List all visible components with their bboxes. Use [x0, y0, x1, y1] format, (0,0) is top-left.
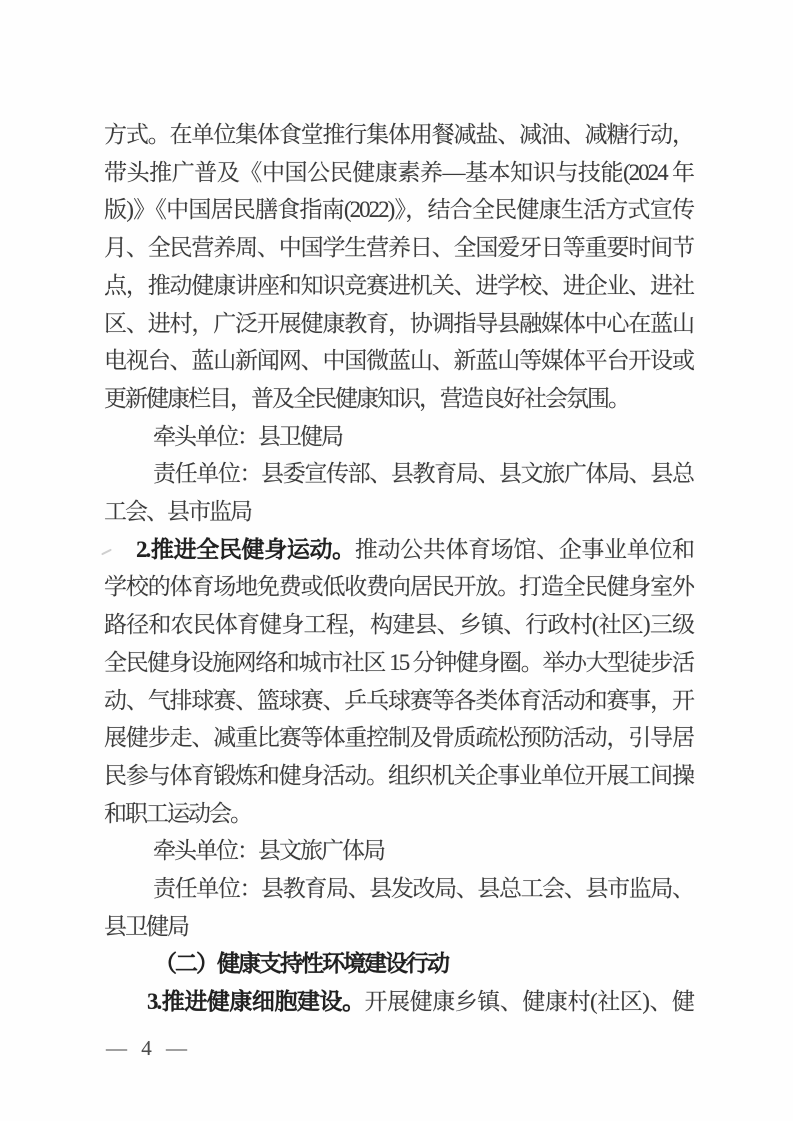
text-run: 更新健康栏目，普及全民健康知识，营造良好社会氛围。: [104, 385, 629, 411]
text-run: 版)》《中国居民膳食指南(2022)》，结合全民健康生活方式宣传: [104, 197, 693, 223]
text-run: 民参与体育锻炼和健身活动。组织机关企事业单位开展工间操: [104, 762, 693, 788]
text-run: 方式。在单位集体食堂推行集体用餐减盐、减油、减糖行动，: [104, 122, 693, 147]
text-run: 路径和农民体育健身工程，构建县、乡镇、行政村(社区)三级: [104, 612, 693, 638]
text-line: [104, 418, 693, 456]
bold-heading-run: （二）健康支持性环境建设行动: [154, 951, 448, 977]
text-line: [104, 945, 693, 983]
text-run: 县卫健局: [104, 913, 188, 939]
text-line: [104, 191, 693, 229]
bold-heading-run: 3.推进健康细胞建设。: [147, 989, 365, 1015]
page-number: — 4 —: [106, 1036, 188, 1060]
text-line: [104, 870, 693, 908]
text-line: [104, 908, 693, 946]
text-run: 开展健康乡镇、健康村(社区)、健: [364, 989, 693, 1015]
text-line: [104, 983, 693, 1021]
text-line: [104, 682, 693, 720]
text-run: 责任单位：县教育局、县发改局、县总工会、县市监局、: [153, 876, 693, 902]
text-line: [104, 455, 693, 493]
text-run: 牵头单位：县卫健局: [153, 423, 342, 449]
text-line: [104, 229, 693, 267]
text-line: [104, 493, 693, 531]
text-run: 展健步走、减重比赛等体重控制及骨质疏松预防活动，引导居: [104, 725, 693, 751]
text-line: [104, 154, 693, 192]
text-line: [104, 531, 693, 569]
text-run: 学校的体育场地免费或低收费向居民开放。打造全民健身室外: [104, 574, 693, 600]
text-line: [104, 305, 693, 343]
text-line: [104, 342, 693, 380]
text-line: [104, 568, 693, 606]
text-run: 点，推动健康讲座和知识竞赛进机关、进学校、进企业、进社: [104, 272, 693, 298]
text-line: [104, 832, 693, 870]
text-run: 带头推广普及《中国公民健康素养—基本知识与技能(2024 年: [104, 159, 693, 185]
text-run: 推动公共体育场馆、企事业单位和: [354, 536, 693, 562]
text-run: 全民健身设施网络和城市社区 15 分钟健身圈。举办大型徒步活: [104, 649, 693, 675]
text-line: [104, 380, 693, 418]
text-line: [104, 116, 693, 154]
text-line: [104, 795, 693, 833]
text-line: [104, 719, 693, 757]
text-line: [104, 267, 693, 305]
text-run: 和职工运动会。: [104, 800, 251, 826]
bold-heading-run: 2.推进全民健身运动。: [136, 536, 355, 562]
text-run: 牵头单位：县文旅广体局: [153, 838, 384, 864]
text-run: 电视台、蓝山新闻网、中国微蓝山、新蓝山等媒体平台开设或: [104, 348, 693, 374]
text-line: [104, 757, 693, 795]
text-run: 工会、县市监局: [104, 499, 251, 525]
text-run: 动、气排球赛、篮球赛、乒乓球赛等各类体育活动和赛事，开: [104, 687, 693, 713]
text-line: [104, 606, 693, 644]
text-run: 责任单位：县委宣传部、县教育局、县文旅广体局、县总: [153, 461, 693, 487]
text-run: 月、全民营养周、中国学生营养日、全国爱牙日等重要时间节: [104, 235, 693, 261]
text-run: 区、进村，广泛开展健康教育，协调指导县融媒体中心在蓝山: [104, 310, 693, 336]
text-line: [104, 644, 693, 682]
document-text-block: [104, 116, 693, 1021]
